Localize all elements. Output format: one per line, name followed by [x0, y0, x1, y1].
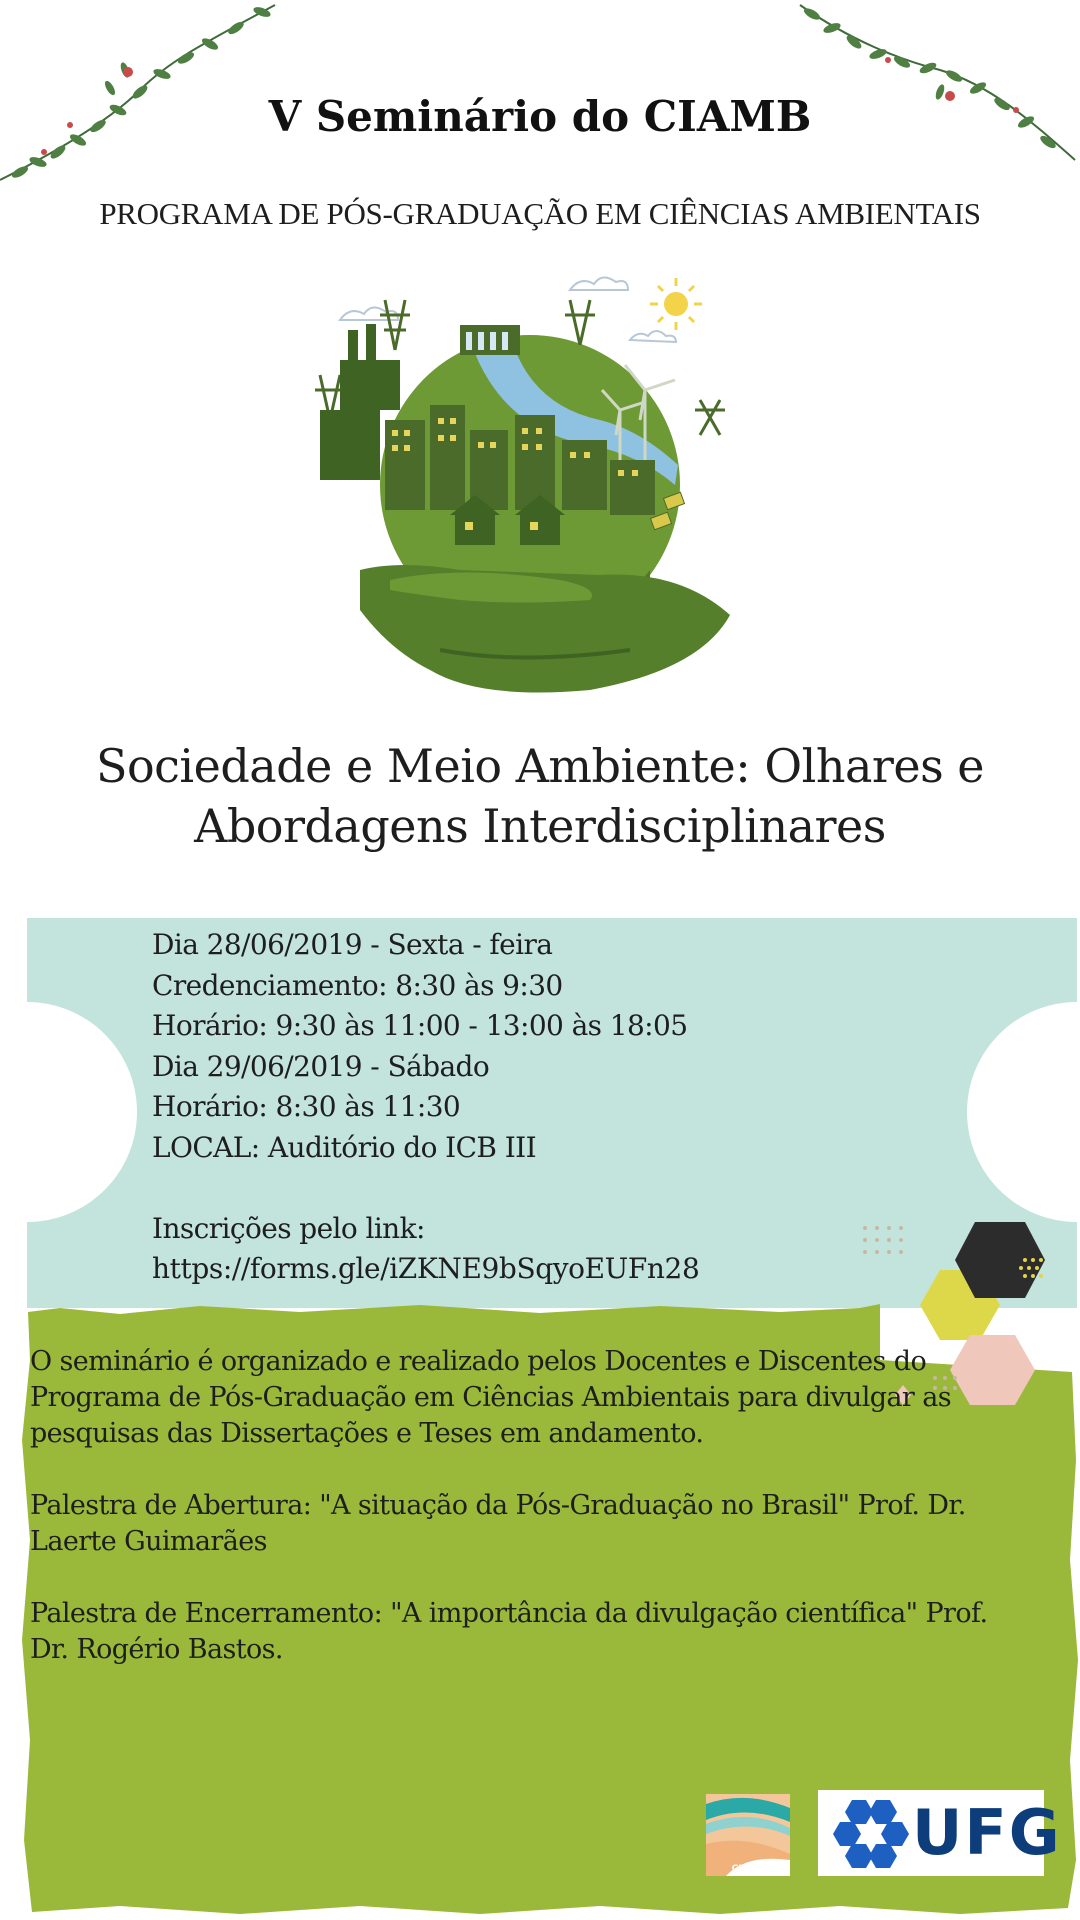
seminar-description — [30, 1344, 1030, 1704]
day2-date: Dia 29/06/2019 - Sábado — [152, 1049, 490, 1083]
sun-icon — [650, 278, 702, 330]
registration-time: Credenciamento: 8:30 às 9:30 — [152, 968, 563, 1002]
ciamb-logo — [706, 1794, 790, 1876]
day1-hours: Horário: 9:30 às 11:00 - 13:00 às 18:05 — [152, 1009, 688, 1042]
opening-talk: Palestra de Abertura: "A situação da Pós-Graduação no Brasil" Prof. Dr. Laerte Guimarães — [30, 1490, 966, 1557]
registration-link[interactable]: https://forms.gle/iZKNE9bSqyoEUFn28 — [152, 1252, 700, 1285]
ufg-hexagon-icon — [822, 1792, 912, 1874]
day1-date: Dia 28/06/2019 - Sexta - feira — [152, 928, 553, 961]
ufg-logo — [818, 1790, 1062, 1876]
ufg-logo-text: UFG — [912, 1796, 1062, 1869]
seminar-title: V Seminário do CIAMB — [268, 92, 812, 141]
ciamb-logo-label: CIAMB — [731, 1864, 765, 1874]
registration-label: Inscrições pelo link: — [152, 1211, 425, 1245]
about-paragraph: O seminário é organizado e realizado pelos Docentes e Discentes do Programa de Pós-Graduação em Ciências Ambientais para divulgar as pesquisas das Dissertações e Teses em andamento. — [30, 1346, 951, 1449]
globe-in-hand-illustration — [300, 270, 760, 700]
garland-right-decoration — [790, 0, 1080, 170]
seminar-theme — [40, 736, 1040, 856]
theme-line-2: Abordagens Interdisciplinares — [194, 799, 886, 853]
day2-hours: Horário: 8:30 às 11:30 — [152, 1090, 461, 1123]
program-name: PROGRAMA DE PÓS-GRADUAÇÃO EM CIÊNCIAS AMBIENTAIS — [99, 196, 981, 231]
schedule-details — [152, 925, 912, 1290]
theme-line-1: Sociedade e Meio Ambiente: Olhares e — [95, 739, 985, 793]
event-location: LOCAL: Auditório do ICB III — [152, 1130, 537, 1164]
closing-talk: Palestra de Encerramento: "A importância da divulgação científica" Prof. Dr. Rogério Bastos. — [30, 1598, 988, 1665]
